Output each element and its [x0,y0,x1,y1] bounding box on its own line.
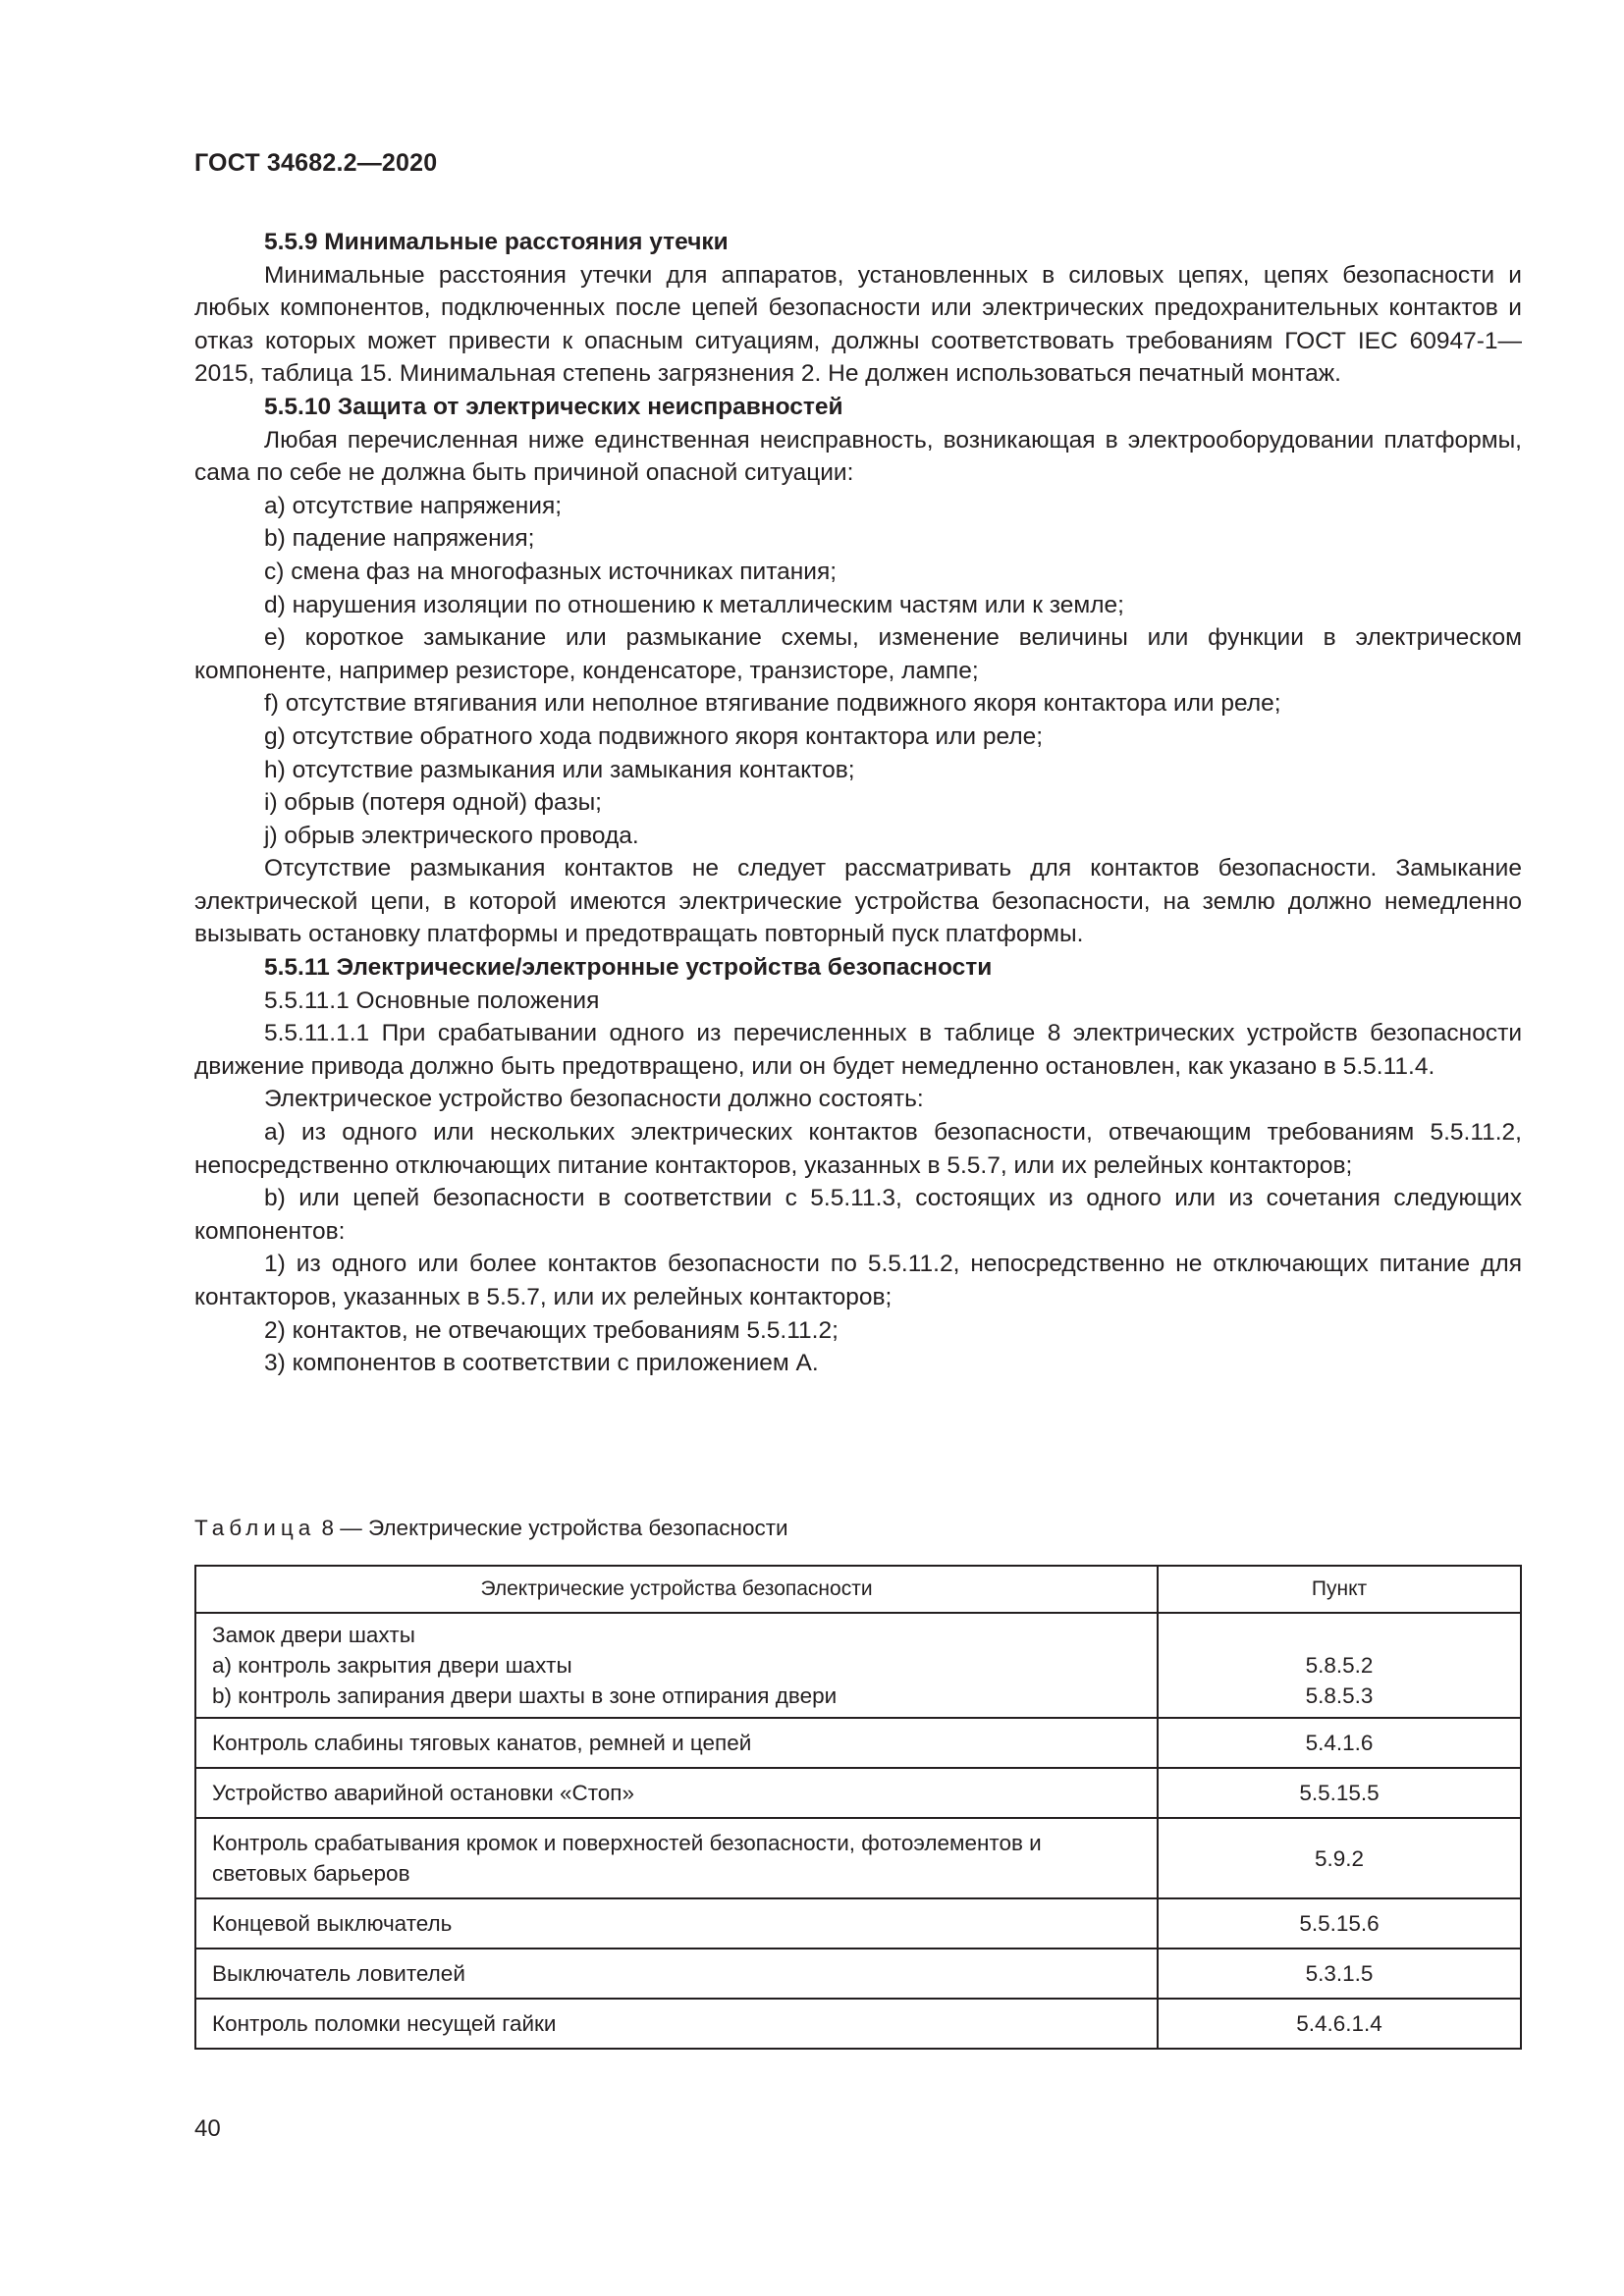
table-cell-device: Контроль слабины тяговых канатов, ремней и цепей [195,1718,1158,1768]
group-title: Замок двери шахты [212,1623,415,1647]
section-heading-5-5-11: 5.5.11 Электрические/электронные устройства безопасности [264,954,993,982]
group-item: a) контроль закрытия двери шахты [212,1653,572,1678]
table-cell-clause: 5.4.1.6 [1158,1718,1521,1768]
list-item: d) нарушения изоляции по отношению к металлическим частям или к земле; [264,591,1124,618]
table-cell-clause: 5.4.6.1.4 [1158,1999,1521,2049]
paragraph: Электрическое устройство безопасности должно состоять: [264,1086,924,1113]
list-item: g) отсутствие обратного хода подвижного якоря контактора или реле; [264,722,1044,750]
table-cell-device [195,1613,1158,1718]
table-row [195,1613,1521,1718]
list-item: a) отсутствие напряжения; [264,492,563,519]
group-item: b) контроль запирания двери шахты в зоне отпирания двери [212,1683,838,1708]
table-cell-clause: 5.5.15.5 [1158,1768,1521,1818]
clause-ref: 5.8.5.3 [1305,1683,1374,1708]
table-row [195,1898,1521,1949]
table-cell-device: Устройство аварийной остановки «Стоп» [195,1768,1158,1818]
page-number: 40 [194,2115,221,2142]
table-row [195,1999,1521,2049]
list-item: 2) контактов, не отвечающих требованиям 5.5.11.2; [264,1316,839,1344]
table-cell-clause: 5.9.2 [1158,1818,1521,1898]
table-cell-device: Контроль срабатывания кромок и поверхностей безопасности, фотоэлементов и световых барьеров [195,1818,1158,1898]
list-item: b) или цепей безопасности в соответствии с 5.5.11.3, состоящих из одного или из сочетания следующих компонентов: [194,1185,1522,1245]
list-item: e) короткое замыкание или размыкание схемы, изменение величины или функции в электрическом компоненте, например резисторе, конденсаторе, транзисторе, лампе; [194,624,1522,684]
body-text [194,226,1522,1380]
table-cell-clause: 5.3.1.5 [1158,1949,1521,1999]
list-item: h) отсутствие размыкания или замыкания контактов; [264,756,855,783]
paragraph: Минимальные расстояния утечки для аппаратов, установленных в силовых цепях, цепях безопасности и любых компонентов, подключенных после цепей безопасности или электрических предохранительных контактов и отказ которых может привести к опасным ситуациям, должны соответствовать требованиям ГОСТ IEC 60947-1—2015, таблица 15. Минимальная степень загрязнения 2. Не должен использоваться печатный монтаж. [194,261,1522,388]
section-heading-5-5-9: 5.5.9 Минимальные расстояния утечки [264,229,729,255]
list-item: a) из одного или нескольких электрических контактов безопасности, отвечающим требованиям 5.5.11.2, непосредственно отключающих питание контакторов, указанных в 5.5.7, или их релейных контакторов; [194,1119,1522,1179]
list-item: c) смена фаз на многофазных источниках питания; [264,558,838,585]
table-cell-clause [1158,1613,1521,1718]
table-header-row [195,1566,1521,1613]
list-item: f) отсутствие втягивания или неполное втягивание подвижного якоря контактора или реле; [264,690,1281,718]
column-header-device: Электрические устройства безопасности [195,1566,1158,1613]
table-row [195,1949,1521,1999]
document-standard-id: ГОСТ 34682.2—2020 [194,149,438,177]
list-item: j) обрыв электрического провода. [264,822,639,849]
table-cell-clause: 5.5.15.6 [1158,1898,1521,1949]
list-item: i) обрыв (потеря одной) фазы; [264,789,602,817]
safety-devices-table [194,1565,1522,2050]
column-header-clause: Пункт [1158,1566,1521,1613]
section-heading-5-5-10: 5.5.10 Защита от электрических неисправностей [264,393,843,420]
paragraph: 5.5.11.1.1 При срабатывании одного из перечисленных в таблице 8 электрических устройств безопасности движение привода должно быть предотвращено, или он будет немедленно остановлен, как указано в 5.5.11.4. [194,1020,1522,1080]
table-caption [194,1516,788,1541]
table-cell-device: Выключатель ловителей [195,1949,1158,1999]
table-row [195,1818,1521,1898]
list-item: b) падение напряжения; [264,525,535,553]
table-row [195,1768,1521,1818]
table-row [195,1718,1521,1768]
subsection-title: 5.5.11.1 Основные положения [264,987,600,1014]
table-cell-device: Концевой выключатель [195,1898,1158,1949]
table-caption-title: 8 — Электрические устройства безопасности [315,1516,788,1540]
table-caption-label: Таблица [194,1516,316,1540]
list-item: 1) из одного или более контактов безопасности по 5.5.11.2, непосредственно не отключающих питание для контакторов, указанных в 5.5.7, или их релейных контакторов; [194,1251,1522,1310]
paragraph: Любая перечисленная ниже единственная неисправность, возникающая в электрооборудовании платформы, сама по себе не должна быть причиной опасной ситуации: [194,426,1522,487]
list-item: 3) компонентов в соответствии с приложением А. [264,1350,819,1377]
paragraph: Отсутствие размыкания контактов не следует рассматривать для контактов безопасности. Замыкание электрической цепи, в которой имеются электрические устройства безопасности, на землю должно немедленно вызывать остановку платформы и предотвращать повторный пуск платформы. [194,855,1522,948]
clause-ref: 5.8.5.2 [1305,1653,1374,1678]
table-cell-device: Контроль поломки несущей гайки [195,1999,1158,2049]
